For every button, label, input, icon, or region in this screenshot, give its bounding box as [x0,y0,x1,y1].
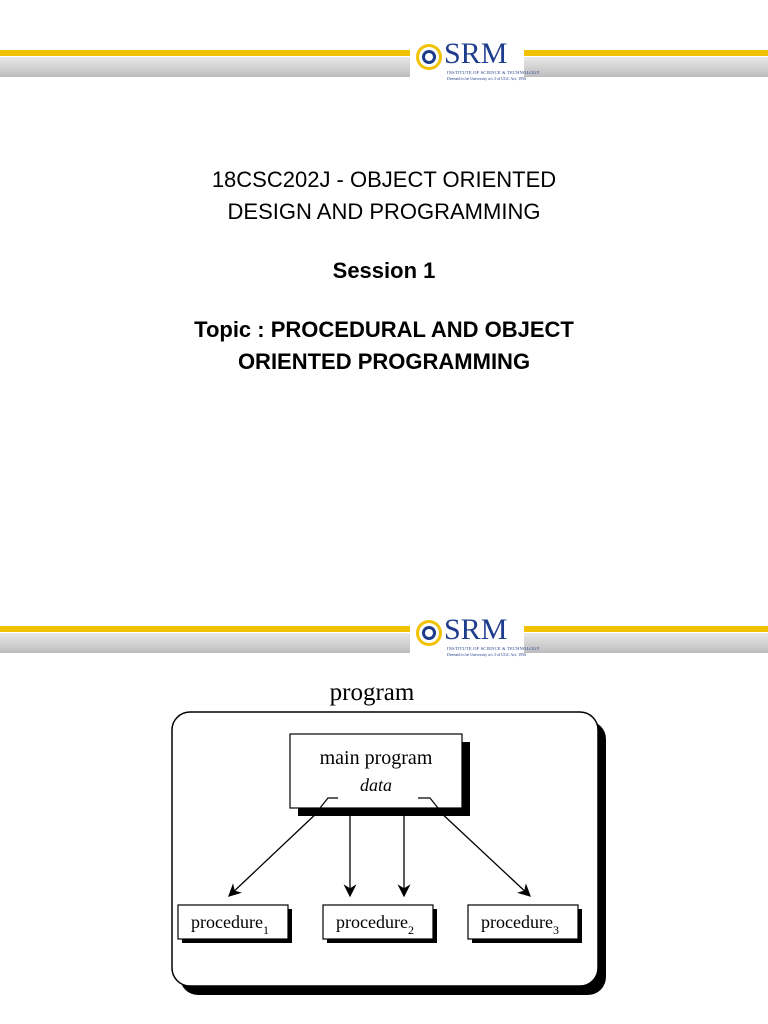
header-banner [0,616,768,656]
header-banner [0,40,768,80]
srm-logo [410,36,540,82]
main-program-box [290,734,462,808]
diagram-title: program [329,679,415,706]
course-title-line1: 18CSC202J - OBJECT ORIENTED [211,167,557,192]
course-title-line2: DESIGN AND PROGRAMMING [227,199,541,224]
session-label: Session 1 [332,258,436,283]
logo-subtitle: INSTITUTE OF SCIENCE & TECHNOLOGY [447,70,540,75]
logo-brand-text: SRM [444,37,508,70]
srm-emblem-icon [414,42,444,72]
topic-title-line1: Topic : PROCEDURAL AND OBJECT [194,317,574,342]
data-label: data [359,775,393,795]
main-program-label: main program [319,747,433,769]
procedure-2-subscript: 2 [407,923,414,937]
procedure-1-box [178,905,292,943]
topic-title-line2: ORIENTED PROGRAMMING [237,349,531,374]
procedure-2-label: procedure [336,912,408,932]
logo-tagline: Deemed to be University u/s 3 of UGC Act, 1956 [447,76,527,81]
srm-logo [410,612,540,658]
banner-grey-stripe [0,633,768,653]
procedure-3-box [468,905,582,943]
diagram-slide [0,576,768,1024]
srm-emblem-icon [414,618,444,648]
procedure-1-subscript: 1 [262,923,269,937]
procedure-3-label: procedure [481,912,553,932]
procedure-1-label: procedure [191,912,263,932]
procedure-3-subscript: 3 [552,923,559,937]
logo-tagline: Deemed to be University u/s 3 of UGC Act, 1956 [447,652,527,657]
banner-grey-stripe [0,57,768,77]
topic-title [0,314,768,378]
logo-brand-text: SRM [444,613,508,646]
logo-subtitle: INSTITUTE OF SCIENCE & TECHNOLOGY [447,646,540,651]
procedure-2-box [323,905,437,943]
procedural-program-diagram [160,674,610,999]
course-title [0,164,768,228]
